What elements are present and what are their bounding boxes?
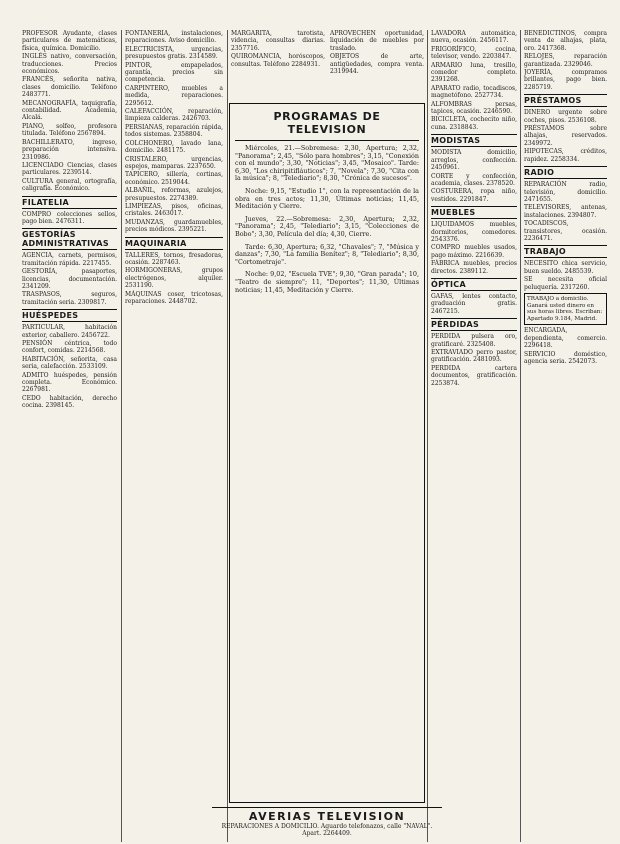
classified-ad: PRÉSTAMOS sobre alhajas, reservados. 2349972. [524, 125, 607, 147]
classified-ad: GAFAS, lentes contacto, graduación gratis. 2467215. [431, 292, 517, 315]
classified-ad: PENSIÓN céntrica, todo confort, comidas. 2214568. [22, 340, 117, 355]
classified-ad: FÁBRICA muebles, precios directos. 2389112. [431, 260, 517, 275]
classified-ad: CALEFACCIÓN, reparación, limpieza calderas. 2426703. [125, 108, 223, 123]
column-rule [520, 30, 521, 842]
classified-ad: GESTORÍA, pasaportes, licencias, documentación. 2341209. [22, 268, 117, 290]
classified-ad: FONTANERÍA, instalaciones, reparaciones. Aviso domicilio. [125, 30, 223, 45]
classified-ad: PERSIANAS, reparación rápida, todos sistemas. 2358804. [125, 123, 223, 139]
classified-ad: PARTICULAR, habitación exterior, caballero. 2456722. [22, 324, 117, 339]
tv-programs-body [235, 145, 419, 294]
tv-program-paragraph: Jueves, 22.—Sobremesa: 2,30, Apertura; 2,32, "Panorama"; 2,45, "Telediario"; 3,15, "Colecciones de Bobo"; 3,30, Película del día; 4,30, Cierre. [235, 214, 419, 238]
tv-program-paragraph: Noche: 9,15, "Estudio 1", con la representación de la obra en tres actos; 11,30, Últimas noticias; 11,45, Meditación y Cierre. [235, 186, 419, 211]
classified-ad: CORTE y confección, academia, clases. 2378520. [431, 172, 517, 187]
classified-ad: INGLÉS nativo, conversación, traducciones. Precios económicos. [22, 53, 117, 76]
classified-ad: AGENCIA, carnets, permisos, tramitación rápida. 2217455. [22, 252, 117, 267]
classified-ad: COMPRO colecciones sellos, pago bien. 2476311. [22, 210, 117, 225]
classified-ad: MARGARITA, tarotista, videncia, consultas diarias. 2357716. [231, 30, 325, 52]
section-heading: PRÉSTAMOS [524, 94, 607, 107]
column-rule [227, 30, 228, 842]
section-heading: HUÉSPEDES [22, 309, 117, 322]
tv-programs-box [229, 103, 425, 803]
classified-column-3-top [231, 30, 325, 98]
tv-repair-text: REPARACIONES A DOMICILIO. Aguardo telefonazos, calle "NAVAL". Apart. 2264409. [221, 823, 433, 837]
tv-repair-ad [212, 807, 442, 841]
classified-ad: SERVICIO doméstico, agencia seria. 2542073. [524, 350, 607, 365]
boxed-ad: TRABAJO a domicilio. Ganará usted dinero en sus horas libres. Escriban: Apartado 9.184, Madrid. [524, 293, 607, 325]
section-heading: GESTORÍAS ADMINISTRATIVAS [22, 228, 117, 250]
section-heading: TRABAJO [524, 245, 607, 258]
classified-column-2 [125, 30, 223, 842]
tv-program-paragraph: Tarde: 6,30, Apertura; 6,32, "Chavales"; 7, "Música y danzas"; 7,30, "La familia Benítez"; 8, "Telediario"; 8,30, "Cortometraje". [235, 242, 419, 266]
classified-ad: REPARACIÓN radio, televisión, domicilio. 2471655. [524, 181, 607, 203]
classified-ad: MODISTA domicilio, arreglos, confección. 2450961. [431, 149, 517, 172]
classified-ad: PERDIDA pulsera oro, gratificaré. 2325408. [431, 333, 517, 348]
classified-ad: CULTURA general, ortografía, caligrafía. Económico. [22, 177, 117, 193]
classified-column-6 [524, 30, 607, 842]
classified-column-4-top [330, 30, 424, 98]
section-heading: FILATELIA [22, 196, 117, 209]
classified-ad: BENEDICTINOS, compra venta de alhajas, plata, oro. 2417368. [524, 30, 607, 52]
classified-ad: PINTOR, empapelados, garantía, precios sin competencia. [125, 61, 223, 84]
classified-ad: BACHILLERATO, ingreso, preparación intensiva. 2310986. [22, 138, 117, 161]
classified-ad: PIANO, solfeo, profesora titulada. Teléfono 2567894. [22, 122, 117, 138]
classified-ad: RELOJES, reparación garantizada. 2329046. [524, 53, 607, 68]
classified-ad: CRISTALERO, urgencias, espejos, mamparas. 2237650. [125, 155, 223, 170]
classified-ad: COLCHONERO, lavado lana, domicilio. 2481175. [125, 139, 223, 155]
classified-ad: MUDANZAS, guardamuebles, precios módicos. 2395221. [125, 218, 223, 234]
classified-ad: DINERO urgente sobre coches, pisos. 2536108. [524, 109, 607, 124]
classified-ad: CARPINTERO, muebles a medida, reparaciones. 2295612. [125, 84, 223, 107]
classified-ad: LAVADORA automática, nueva, ocasión. 2456117. [431, 30, 517, 45]
section-heading: MODISTAS [431, 134, 517, 147]
classified-ad: NECESITO chica servicio, buen sueldo. 2485539. [524, 260, 607, 275]
classified-ad: ARMARIO luna, tresillo, comedor completo. 2391268. [431, 61, 517, 84]
classified-ad: TRASPASOS, seguros, tramitación seria. 2309817. [22, 291, 117, 306]
classified-ad: ADMITO huéspedes, pensión completa. Económico. 2267981. [22, 371, 117, 394]
classified-ad: SE necesita oficial peluquería. 2317260. [524, 276, 607, 291]
section-heading: PÉRDIDAS [431, 318, 517, 331]
tv-repair-title: AVERIAS TELEVISION [248, 810, 406, 823]
column-rule [121, 30, 122, 842]
classified-ad: LICENCIADO Ciencias, clases particulares. 2239514. [22, 161, 117, 177]
section-heading: MAQUINARIA [125, 237, 223, 250]
tv-program-paragraph: Miércoles, 21.—Sobremesa: 2,30, Apertura; 2,32, "Panorama"; 2,45, "Sólo para hombres"; 3,15, "Conexión con el mundo"; 3,30, "Noticias"; 3,45, "Mosaico". Tarde: 6,30, "Los chiripitifláuticos"; 7, "Novela"; 7,30, "Cita con la música"; 8, "Telediario"; 8,30, "Crónica de sucesos". [235, 144, 419, 183]
section-heading: RADIO [524, 166, 607, 179]
classified-ad: HABITACIÓN, señorita, casa seria, calefacción. 2533109. [22, 355, 117, 371]
classified-ad: CEDO habitación, derecho cocina. 2398145. [22, 394, 117, 410]
classified-page [22, 30, 607, 842]
classified-column-5 [431, 30, 517, 842]
classified-ad: PROFESOR Ayudante, clases particulares de matemáticas, física, química. Domicilio. [22, 30, 117, 52]
classified-ad: ELECTRICISTA, urgencias, presupuestos gratis. 2314589. [125, 45, 223, 61]
classified-ad: FRANCÉS, señorita nativa, clases domicilio. Teléfono 2483771. [22, 76, 117, 99]
classified-ad: MÁQUINAS coser, tricotosas, reparaciones. 2448702. [125, 290, 223, 305]
classified-ad: ALBAÑIL, reformas, azulejos, presupuestos. 2274389. [125, 187, 223, 202]
classified-ad: QUIROMANCIA, horóscopos, consultas. Teléfono 2284931. [231, 53, 325, 68]
classified-ad: COMPRO muebles usados, pago máximo. 2216639. [431, 244, 517, 259]
classified-ad: HIPOTECAS, créditos, rapidez. 2258334. [524, 148, 607, 163]
classified-ad: TOCADISCOS, transistores, ocasión. 2236471. [524, 220, 607, 242]
tv-programs-title: PROGRAMAS DE TELEVISION [235, 107, 419, 141]
classified-ad: ENCARGADA, dependienta, comercio. 2296418. [524, 327, 607, 350]
classified-ad: MECANOGRAFÍA, taquigrafía, contabilidad. Academia, Alcalá. [22, 99, 117, 122]
classified-column-1 [22, 30, 117, 842]
column-rule [427, 30, 428, 842]
tv-program-paragraph: Noche: 9,02, "Escuela TVE"; 9,30, "Gran parada"; 10, "Teatro de siempre"; 11, "Deportes"; 11,30, Últimas noticias; 11,45, Meditación y Cierre. [235, 270, 419, 294]
classified-ad: LIQUIDAMOS muebles, dormitorios, comedores. 2543376. [431, 221, 517, 243]
section-heading: MUEBLES [431, 206, 517, 219]
classified-ad: COSTURERA, ropa niño, vestidos. 2291847. [431, 188, 517, 203]
classified-ad: LIMPIEZAS, pisos, oficinas, cristales. 2463017. [125, 202, 223, 218]
classified-ad: ALFOMBRAS persas, tapices, ocasión. 2246590. [431, 100, 517, 116]
classified-ad: EXTRAVIADO perro pastor, gratificación. 2481093. [431, 349, 517, 364]
section-heading: ÓPTICA [431, 278, 517, 291]
classified-ad: BICICLETA, cochecito niño, cuna. 2318843. [431, 116, 517, 131]
classified-ad: PERDIDA cartera documentos, gratificación. 2253874. [431, 364, 517, 387]
classified-ad: OBJETOS de arte, antigüedades, compra venta. 2319944. [330, 53, 424, 76]
classified-ad: TALLERES, tornos, fresadoras, ocasión. 2287463. [125, 251, 223, 266]
classified-ad: TAPICERO, sillería, cortinas, económico. 2519044. [125, 171, 223, 186]
classified-ad: TELEVISORES, antenas, instalaciones. 2394807. [524, 204, 607, 219]
classified-ad: FRIGORÍFICO, cocina, televisor, vendo. 2203847. [431, 45, 517, 61]
classified-ad: HORMIGONERAS, grupos electrógenos, alquiler. 2531190. [125, 267, 223, 290]
classified-ad: APARATO radio, tocadiscos, magnetófono. 2527734. [431, 84, 517, 100]
classified-ad: JOYERÍA, compramos brillantes, pago bien. 2285719. [524, 69, 607, 91]
classified-ad: APROVECHEN oportunidad, liquidación de muebles por traslado. [330, 30, 424, 52]
